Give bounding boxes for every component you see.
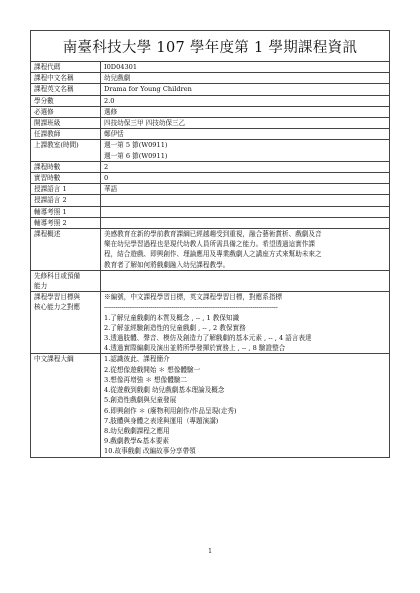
teacher-value: 鄭伊恬 bbox=[101, 129, 390, 140]
goals-line: 2.了解並經驗創造性的兒童戲劇 , -- , 2 教保實務 bbox=[104, 323, 246, 332]
course-cn-value: 幼兒戲劇 bbox=[101, 73, 390, 84]
classroom-value bbox=[101, 140, 390, 161]
course-code-label: 課程代碼 bbox=[31, 62, 101, 73]
goals-line: 1.了解兒童戲劇的本質及概念 , -- , 1 教保知識 bbox=[104, 313, 240, 322]
outline-line: 10.故事戲劇 改編故事分享帶領 bbox=[104, 447, 196, 456]
course-cn-label: 課程中文名稱 bbox=[31, 73, 101, 84]
overview-line: 美感教育在新的學前教育課綱已經越趨受到重視，融合藝術賞析、戲劇及音 bbox=[104, 230, 322, 239]
course-code-value: I0D04301 bbox=[101, 62, 390, 73]
outline-value bbox=[101, 354, 390, 457]
practice-hours-value: 0 bbox=[101, 173, 390, 184]
row-goals bbox=[31, 292, 390, 354]
row-lang2 bbox=[31, 195, 390, 206]
ref1-value bbox=[101, 206, 390, 217]
row-ref2 bbox=[31, 217, 390, 228]
outline-line: 8.幼兒戲劇課程之應用 bbox=[104, 426, 170, 435]
outline-line: 2.從想像遊戲開始 ＊ 想像體驗一 bbox=[104, 365, 201, 374]
ref2-value bbox=[101, 217, 390, 228]
teacher-label: 任課教師 bbox=[31, 129, 101, 140]
row-ref1 bbox=[31, 206, 390, 217]
goals-label bbox=[31, 292, 101, 354]
outline-line: 7.肢體與身體之表達與運用（專題演講) bbox=[104, 416, 219, 425]
goals-label-line: 核心能力之對應 bbox=[34, 303, 81, 312]
overview-line: 樂在幼兒學習過程也是現代幼教人員所需具備之能力。希望透過這實作課 bbox=[104, 240, 315, 249]
page-number: 1 bbox=[208, 548, 212, 555]
prereq-label-line: 先修科目或預備 bbox=[34, 271, 81, 280]
prereq-label-line: 能力 bbox=[34, 282, 48, 291]
outline-label: 中文課程大綱 bbox=[31, 354, 101, 457]
lang2-label: 授課語言 2 bbox=[31, 195, 101, 206]
overview-value bbox=[101, 229, 390, 271]
goals-label-line: 課程學習目標與 bbox=[34, 293, 81, 302]
overview-line: 教育者了解如何將戲劇融入幼兒課程教學。 bbox=[104, 260, 230, 269]
course-en-label: 課程英文名稱 bbox=[31, 84, 101, 95]
row-course-cn bbox=[31, 73, 390, 84]
overview-line: 程，結合遊戲、即興創作、理論應用及專業戲劇人之講座方式來幫助未來之 bbox=[104, 250, 322, 259]
row-prereq bbox=[31, 270, 390, 291]
goals-line: 4.透過實際編劇及演出並將所學發揮於實務上 , -- , 8 驗證整合 bbox=[104, 344, 286, 353]
hours-label: 課程時數 bbox=[31, 161, 101, 172]
document-title: 南臺科技大學 107 學年度第 1 學期課程資訊 bbox=[30, 30, 390, 61]
course-info-table bbox=[30, 61, 390, 458]
row-outline bbox=[31, 354, 390, 457]
row-lang1 bbox=[31, 184, 390, 195]
outline-line: 6.即興創作 ＊ (廢物利用創作/作品呈現(走秀) bbox=[104, 406, 237, 415]
lang2-value bbox=[101, 195, 390, 206]
goals-separator: ------------------------------------------------------------------------------------------ bbox=[104, 303, 278, 312]
overview-label: 課程概述 bbox=[31, 229, 101, 271]
classroom-line: 週一第 6 節(W0911) bbox=[104, 151, 168, 160]
course-info-page bbox=[30, 30, 390, 458]
classroom-line: 週一第 5 節(W0911) bbox=[104, 141, 168, 150]
row-teacher bbox=[31, 129, 390, 140]
row-hours bbox=[31, 161, 390, 172]
row-practice-hours bbox=[31, 173, 390, 184]
row-classroom bbox=[31, 140, 390, 161]
outline-line: 9.戲劇教學&基本要素 bbox=[104, 437, 169, 446]
row-overview bbox=[31, 229, 390, 271]
outline-line: 5.創造性戲劇與兒童發展 bbox=[104, 396, 177, 405]
required-value: 選修 bbox=[101, 106, 390, 117]
row-classes bbox=[31, 118, 390, 129]
prereq-value bbox=[101, 270, 390, 291]
course-en-value: Drama for Young Children bbox=[101, 84, 390, 95]
ref2-label: 輔導考照 2 bbox=[31, 217, 101, 228]
outline-line: 1.認識彼此、課程簡介 bbox=[104, 355, 170, 364]
outline-line: 4.從遊戲到戲劇 幼兒戲劇基本理論及概念 bbox=[104, 386, 225, 395]
hours-value: 2 bbox=[101, 161, 390, 172]
credits-value: 2.0 bbox=[101, 95, 390, 106]
row-course-code bbox=[31, 62, 390, 73]
classroom-label: 上課教室(時間) bbox=[31, 140, 101, 161]
ref1-label: 輔導考照 1 bbox=[31, 206, 101, 217]
required-label: 必選修 bbox=[31, 106, 101, 117]
row-credits bbox=[31, 95, 390, 106]
goals-value bbox=[101, 292, 390, 354]
goals-line: ※編號，中文課程學習目標，英文課程學習目標，對應系指標 bbox=[104, 293, 283, 302]
classes-value: 四技幼保三甲 四技幼保三乙 bbox=[101, 118, 390, 129]
lang1-label: 授課語言 1 bbox=[31, 184, 101, 195]
row-required bbox=[31, 106, 390, 117]
credits-label: 學分數 bbox=[31, 95, 101, 106]
row-course-en bbox=[31, 84, 390, 95]
lang1-value: 華語 bbox=[101, 184, 390, 195]
prereq-label bbox=[31, 270, 101, 291]
outline-line: 3.想像再增強 ＊ 想像體驗二 bbox=[104, 375, 188, 384]
practice-hours-label: 實習時數 bbox=[31, 173, 101, 184]
classes-label: 開課班級 bbox=[31, 118, 101, 129]
goals-line: 3.透過肢體、聲音、模仿及創造力了解戲劇的基本元素 , -- , 4 語言表達 bbox=[104, 334, 312, 343]
